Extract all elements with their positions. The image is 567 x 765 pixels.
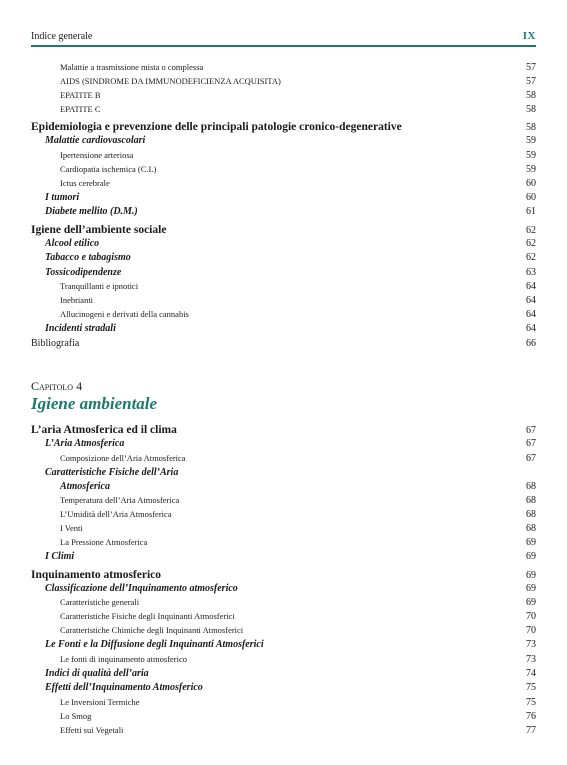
toc-entry-page: 66 xyxy=(526,337,536,349)
toc-entry-title: Bibliografia xyxy=(31,337,80,349)
toc-entry[interactable] xyxy=(31,639,536,654)
toc-entry-title: Caratteristiche generali xyxy=(60,597,140,607)
toc-entry-title: Classificazione dell’Inquinamento atmosferico xyxy=(45,582,238,594)
toc-entry[interactable] xyxy=(31,481,536,495)
toc-entry-page: 60 xyxy=(526,177,536,189)
toc-entry-page: 70 xyxy=(526,625,536,636)
toc-entry[interactable] xyxy=(31,668,536,683)
toc-entry-page: 62 xyxy=(526,224,536,236)
toc-entry-title: Ictus cerebrale xyxy=(60,177,110,188)
toc-entry-title: Lo Smog xyxy=(60,710,92,721)
toc-entry-title: La Pressione Atmosferica xyxy=(60,537,148,547)
toc-entry-page: 63 xyxy=(526,266,536,278)
toc-entry[interactable] xyxy=(31,338,536,352)
toc-entry-page: 68 xyxy=(526,481,536,492)
toc-entry[interactable] xyxy=(31,725,536,739)
toc-entry[interactable] xyxy=(31,438,536,453)
toc-entry-page: 73 xyxy=(526,653,536,665)
toc-entry[interactable] xyxy=(31,309,536,323)
toc-entry-page: 64 xyxy=(526,281,536,292)
toc-entry-page: 58 xyxy=(526,104,536,115)
toc-entry-page: 62 xyxy=(526,237,536,249)
toc-entry-title: Effetti sui Vegetali xyxy=(60,724,124,735)
toc-entry-title: Inquinamento atmosferico xyxy=(31,568,162,581)
toc-entry-title: Allucinogeni e derivati della cannabis xyxy=(60,309,189,319)
toc-entry-title: Igiene dell’ambiente sociale xyxy=(31,223,167,236)
toc-entry-title: Effetti dell’Inquinamento Atmosferico xyxy=(45,682,203,693)
toc-entry-title: Le Inversioni Termiche xyxy=(60,696,140,707)
toc-entry[interactable] xyxy=(31,178,536,192)
toc-entry[interactable] xyxy=(31,323,536,338)
chapter-title: Igiene ambientale xyxy=(31,394,158,413)
toc-entry-page: 68 xyxy=(526,495,536,506)
toc-entry[interactable] xyxy=(31,121,536,135)
toc-entry-page: 59 xyxy=(526,149,536,161)
running-title: Indice generale xyxy=(31,31,93,42)
toc-entry-title: Tranquillanti e ipnotici xyxy=(60,281,139,291)
toc-entry-title: Caratteristiche Fisiche dell’Aria xyxy=(45,466,179,478)
toc-entry-page: 60 xyxy=(526,191,536,203)
toc-entry-title: Malattie cardiovascolari xyxy=(45,135,146,146)
toc-entry-title: I Climi xyxy=(45,551,75,562)
running-header xyxy=(31,30,536,44)
toc-entry[interactable] xyxy=(31,424,536,438)
toc-entry-title: EPATITE B xyxy=(60,90,101,100)
toc-block-1 xyxy=(31,62,536,352)
toc-entry-title: Indici di qualità dell’aria xyxy=(45,667,149,679)
toc-entry[interactable] xyxy=(31,206,536,221)
toc-entry-page: 59 xyxy=(526,163,536,175)
toc-entry-title: Composizione dell’Aria Atmosferica xyxy=(60,452,186,463)
toc-block-2 xyxy=(31,424,536,739)
toc-entry-page: 76 xyxy=(526,710,536,722)
toc-entry-title: Alcool etilico xyxy=(45,237,100,249)
toc-entry[interactable] xyxy=(31,192,536,207)
toc-entry[interactable] xyxy=(31,597,536,611)
toc-entry[interactable] xyxy=(31,495,536,509)
toc-entry-title: Tossicodipendenze xyxy=(45,266,122,278)
toc-entry-page: 69 xyxy=(526,551,536,562)
toc-entry-title: Tabacco e tabagismo xyxy=(45,252,131,263)
toc-entry[interactable] xyxy=(31,267,536,282)
toc-entry[interactable] xyxy=(31,281,536,295)
page-number: IX xyxy=(522,30,536,42)
toc-entry-title: Caratteristiche Chimiche degli Inquinanti Atmosferici xyxy=(60,625,244,635)
toc-entry[interactable] xyxy=(31,238,536,253)
toc-entry[interactable] xyxy=(31,611,536,625)
toc-entry-page: 67 xyxy=(526,438,536,449)
toc-entry[interactable] xyxy=(31,224,536,238)
toc-entry-title: Temperatura dell’Aria Atmosferica xyxy=(60,495,180,505)
toc-entry-title: Inebrianti xyxy=(60,295,94,305)
toc-entry[interactable] xyxy=(31,711,536,725)
toc-entry-page: 67 xyxy=(526,425,536,436)
toc-entry-title: I tumori xyxy=(45,191,80,203)
toc-entry-page: 69 xyxy=(526,582,536,594)
toc-entry-title: Cardiopatia ischemica (C.I.) xyxy=(60,163,157,174)
header-rule xyxy=(31,45,536,47)
toc-entry[interactable] xyxy=(31,625,536,639)
toc-entry-page: 67 xyxy=(526,452,536,464)
toc-entry-page: 77 xyxy=(526,724,536,736)
toc-entry[interactable] xyxy=(31,537,536,551)
toc-entry[interactable] xyxy=(31,62,536,76)
toc-entry[interactable] xyxy=(31,76,536,90)
toc-entry[interactable] xyxy=(31,697,536,711)
toc-entry-title: L’Umidità dell’Aria Atmosferica xyxy=(60,509,172,519)
toc-entry-page: 68 xyxy=(526,509,536,520)
toc-entry[interactable] xyxy=(31,135,536,150)
toc-entry-title: I Venti xyxy=(60,523,83,533)
toc-entry[interactable] xyxy=(31,150,536,164)
toc-entry-page: 75 xyxy=(526,682,536,693)
toc-entry-page: 62 xyxy=(526,252,536,263)
toc-entry-title: Ipertensione arteriosa xyxy=(60,149,134,160)
toc-entry[interactable] xyxy=(31,90,536,104)
toc-entry[interactable] xyxy=(31,164,536,178)
toc-entry-title: Malattie a trasmissione mista o complessa xyxy=(60,62,204,72)
toc-entry-title: L’Aria Atmosferica xyxy=(45,438,125,449)
toc-entry-page: 57 xyxy=(526,76,536,87)
toc-entry-page: 73 xyxy=(526,639,536,650)
toc-entry-page: 58 xyxy=(526,90,536,101)
toc-entry[interactable] xyxy=(31,569,536,583)
toc-entry-title: L’aria Atmosferica ed il clima xyxy=(31,424,177,436)
toc-entry-title: Le Fonti e la Diffusione degli Inquinanti Atmosferici xyxy=(45,639,264,650)
toc-entry-page: 64 xyxy=(526,309,536,320)
toc-entry-title: Atmosferica xyxy=(60,481,110,492)
toc-entry-page: 57 xyxy=(526,62,536,73)
toc-entry[interactable] xyxy=(31,654,536,668)
toc-entry-page: 68 xyxy=(526,523,536,534)
toc-entry[interactable] xyxy=(31,583,536,598)
toc-entry[interactable] xyxy=(31,295,536,309)
toc-entry-page: 69 xyxy=(526,537,536,548)
toc-entry-page: 69 xyxy=(526,569,536,581)
toc-entry-title: Epidemiologia e prevenzione delle principali patologie cronico-degenerative xyxy=(31,121,402,133)
toc-entry-page: 59 xyxy=(526,135,536,146)
toc-entry-title: EPATITE C xyxy=(60,104,101,114)
toc-entry[interactable] xyxy=(31,509,536,523)
toc-entry-page: 69 xyxy=(526,597,536,608)
toc-entry-page: 61 xyxy=(526,206,536,217)
toc-entry-title: Caratteristiche Fisiche degli Inquinanti Atmosferici xyxy=(60,611,235,621)
toc-entry-page: 70 xyxy=(526,611,536,622)
toc-entry-title: Diabete mellito (D.M.) xyxy=(45,206,138,217)
toc-entry[interactable] xyxy=(31,682,536,697)
chapter-heading xyxy=(31,379,157,414)
toc-entry-page: 64 xyxy=(526,323,536,334)
toc-entry-page: 74 xyxy=(526,667,536,679)
toc-entry[interactable] xyxy=(31,551,536,566)
chapter-label: Capitolo 4 xyxy=(31,379,83,393)
toc-entry[interactable] xyxy=(31,523,536,537)
toc-entry-title: Le fonti di inquinamento atmosferico xyxy=(60,653,187,664)
toc-entry-title: AIDS (SINDROME DA IMMUNODEFICIENZA ACQUISITA) xyxy=(60,76,281,86)
toc-entry[interactable] xyxy=(31,104,536,118)
toc-entry-page: 64 xyxy=(526,295,536,306)
toc-entry-page: 58 xyxy=(526,122,536,133)
toc-entry[interactable] xyxy=(31,252,536,267)
toc-entry[interactable] xyxy=(31,453,536,467)
toc-entry[interactable] xyxy=(31,467,536,482)
toc-entry-page: 75 xyxy=(526,696,536,708)
toc-entry-title: Incidenti stradali xyxy=(45,323,116,334)
